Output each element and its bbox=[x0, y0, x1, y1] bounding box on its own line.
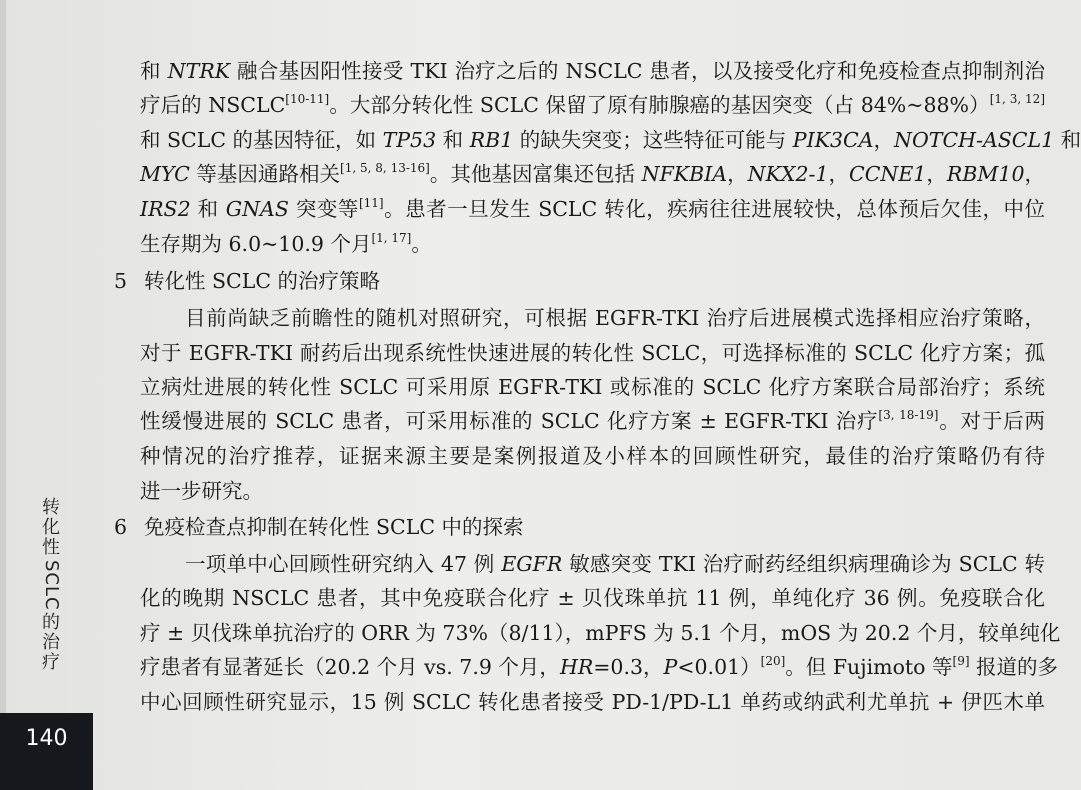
page-spine-shadow bbox=[0, 0, 6, 790]
body-line-6: 生存期为 6.0~10.9 个月[1, 17]。 bbox=[140, 231, 432, 256]
chapter-sidebar-label: 转 化 性 SCLC 的 治 疗 bbox=[41, 497, 62, 673]
s5-line-2: 对于 EGFR-TKI 耐药后出现系统性快速进展的转化性 SCLC，可选择标准的 SCLC 化疗方案；孤 bbox=[140, 341, 1045, 365]
s6-line-4: 疗患者有显著延长（20.2 个月 vs. 7.9 个月，HR=0.3，P<0.01）[20]。但 Fujimoto 等[9] 报道的多 bbox=[140, 654, 1059, 679]
s5-line-3: 立病灶进展的转化性 SCLC 可采用原 EGFR-TKI 或标准的 SCLC 化疗方案联合局部治疗；系统 bbox=[140, 375, 1045, 399]
body-line-4: MYC 等基因通路相关[1, 5, 8, 13-16]。其他基因富集还包括 NFKBIA，NKX2-1，CCNE1，RBM10， bbox=[140, 161, 1046, 186]
page-number: 140 bbox=[25, 726, 68, 751]
s5-line-6: 进一步研究。 bbox=[140, 479, 263, 503]
section-5-heading: 转化性 SCLC 的治疗策略 bbox=[144, 269, 381, 293]
s6-line-3: 疗 ± 贝伐珠单抗治疗的 ORR 为 73%（8/11），mPFS 为 5.1 个月，mOS 为 20.2 个月，较单纯化 bbox=[140, 621, 1061, 645]
body-line-1: 和 NTRK 融合基因阳性接受 TKI 治疗之后的 NSCLC 患者，以及接受化疗和免疫检查点抑制剂治 bbox=[140, 59, 1045, 83]
citation: [1, 17] bbox=[371, 231, 412, 245]
section-6-number: 6 bbox=[114, 515, 128, 539]
citation: [9] bbox=[952, 654, 970, 668]
s6-line-2: 化的晚期 NSCLC 患者，其中免疫联合化疗 ± 贝伐珠单抗 11 例，单纯化疗 36 例。免疫联合化 bbox=[140, 586, 1045, 610]
citation: [1, 5, 8, 13-16] bbox=[340, 161, 430, 175]
citation: [20] bbox=[760, 654, 786, 668]
page-number-tab bbox=[0, 713, 93, 790]
body-line-2: 疗后的 NSCLC[10-11]。大部分转化性 SCLC 保留了原有肺腺癌的基因突变（占 84%~88%）[1, 3, 12] bbox=[140, 92, 1045, 117]
citation: [3, 18-19] bbox=[878, 408, 939, 422]
section-6-heading: 免疫检查点抑制在转化性 SCLC 中的探索 bbox=[144, 515, 524, 539]
citation: [10-11] bbox=[285, 92, 330, 106]
s6-line-5: 中心回顾性研究显示，15 例 SCLC 转化患者接受 PD-1/PD-L1 单药或纳武利尤单抗 + 伊匹木单 bbox=[140, 690, 1045, 714]
s5-line-5: 种情况的治疗推荐，证据来源主要是案例报道及小样本的回顾性研究，最佳的治疗策略仍有待 bbox=[140, 444, 1045, 468]
citation: [11] bbox=[358, 196, 384, 210]
s5-line-1: 目前尚缺乏前瞻性的随机对照研究，可根据 EGFR-TKI 治疗后进展模式选择相应治疗策略， bbox=[185, 306, 1045, 330]
citation: [1, 3, 12] bbox=[989, 92, 1045, 106]
section-5-number: 5 bbox=[114, 269, 128, 293]
s5-line-4: 性缓慢进展的 SCLC 患者，可采用标准的 SCLC 化疗方案 ± EGFR-TKI 治疗[3, 18-19]。对于后两 bbox=[140, 408, 1045, 433]
body-line-3: 和 SCLC 的基因特征，如 TP53 和 RB1 的缺失突变；这些特征可能与 PIK3CA，NOTCH-ASCL1 和 bbox=[140, 128, 1081, 152]
body-line-5: IRS2 和 GNAS 突变等[11]。患者一旦发生 SCLC 转化，疾病往往进展较快，总体预后欠佳，中位 bbox=[140, 196, 1045, 221]
s6-line-1: 一项单中心回顾性研究纳入 47 例 EGFR 敏感突变 TKI 治疗耐药经组织病理确诊为 SCLC 转 bbox=[185, 552, 1045, 576]
